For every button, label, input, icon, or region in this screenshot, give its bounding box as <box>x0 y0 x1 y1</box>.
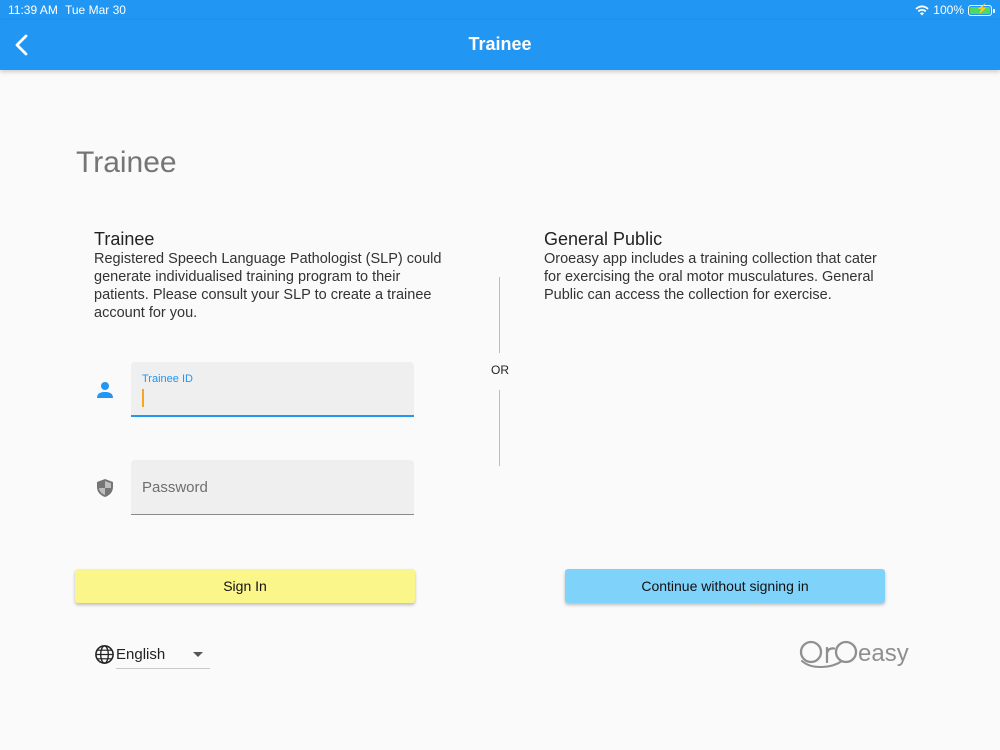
dropdown-arrow-icon <box>193 652 203 657</box>
language-value: English <box>116 646 166 663</box>
or-separator: OR <box>491 363 509 377</box>
divider-bottom <box>499 390 500 466</box>
divider-top <box>499 277 500 353</box>
sign-in-button[interactable]: Sign In <box>75 569 415 603</box>
general-public-heading: General Public <box>544 229 663 249</box>
app-bar-title: Trainee <box>468 34 532 54</box>
status-date: Tue Mar 30 <box>65 3 126 17</box>
person-icon <box>95 380 115 400</box>
svg-text:easy: easy <box>858 640 909 667</box>
wifi-icon <box>915 5 929 16</box>
page-title: Trainee <box>76 146 177 179</box>
trainee-description: Registered Speech Language Pathologist (SLP) could generate individualised training program to their patients. Please consult your SLP to create a trainee account for you. <box>94 251 442 321</box>
password-field[interactable] <box>131 460 414 515</box>
shield-icon <box>95 478 115 498</box>
battery-percent: 100% <box>933 3 964 17</box>
globe-icon <box>94 644 115 665</box>
continue-without-signing-in-button[interactable]: Continue without signing in <box>565 569 885 603</box>
app-bar <box>0 20 1000 70</box>
status-bar <box>0 0 1000 20</box>
status-indicators <box>915 3 992 17</box>
trainee-id-field[interactable] <box>131 362 414 417</box>
battery-icon: ⚡ <box>968 5 992 16</box>
status-time: 11:39 AM <box>8 3 58 17</box>
password-input[interactable] <box>131 460 414 514</box>
oroeasy-logo <box>798 634 910 674</box>
general-public-description: Oroeasy app includes a training collection that cater for exercising the oral motor musculatures. General Public can access the collection for exercise. <box>544 251 877 303</box>
language-dropdown[interactable] <box>94 643 210 669</box>
trainee-heading: Trainee <box>94 229 155 249</box>
trainee-id-label: Trainee ID <box>142 373 193 385</box>
text-caret <box>142 389 144 407</box>
dropdown-underline <box>116 668 210 669</box>
